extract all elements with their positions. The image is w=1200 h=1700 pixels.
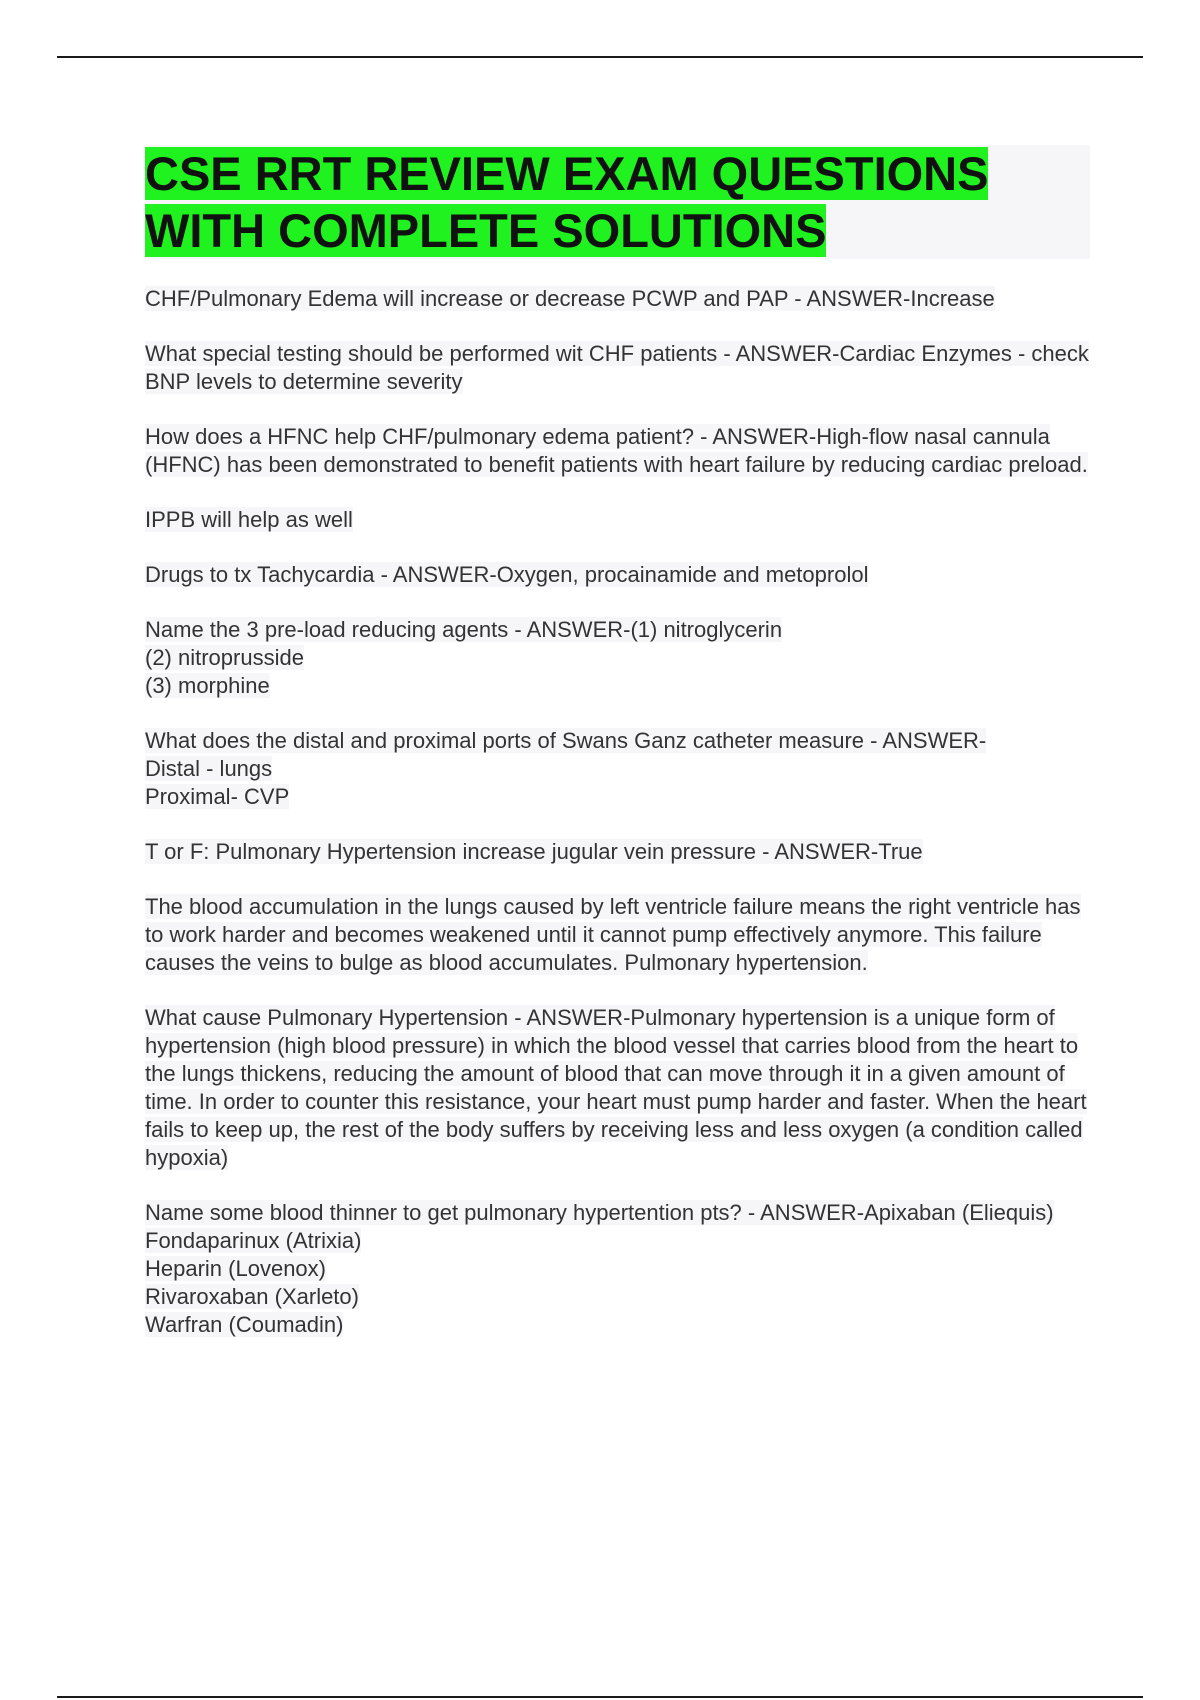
qa-text: Drugs to tx Tachycardia - ANSWER-Oxygen, procainamide and metoprolol [145, 562, 869, 587]
qa-paragraph [145, 561, 1090, 589]
qa-text: Name some blood thinner to get pulmonary hypertention pts? - ANSWER-Apixaban (Eliequis) Fondaparinux (Atrixia) Heparin (Lovenox) Rivaroxaban (Xarleto) Warfran (Coumadin) [145, 1200, 1054, 1337]
top-rule [57, 56, 1143, 58]
qa-paragraph [145, 1199, 1090, 1339]
qa-paragraph [145, 616, 1090, 700]
qa-paragraph [145, 340, 1090, 396]
qa-paragraph [145, 423, 1090, 479]
qa-paragraph [145, 727, 1090, 811]
qa-paragraph [145, 285, 1090, 313]
qa-paragraph [145, 838, 1090, 866]
qa-text: IPPB will help as well [145, 507, 353, 532]
qa-text: What special testing should be performed wit CHF patients - ANSWER-Cardiac Enzymes - check BNP levels to determine severity [145, 341, 1089, 394]
qa-text: T or F: Pulmonary Hypertension increase jugular vein pressure - ANSWER-True [145, 839, 923, 864]
title-line-2: WITH COMPLETE SOLUTIONS [145, 204, 827, 257]
qa-text: CHF/Pulmonary Edema will increase or decrease PCWP and PAP - ANSWER-Increase [145, 286, 995, 311]
title-block [145, 145, 1090, 259]
title-line-1: CSE RRT REVIEW EXAM QUESTIONS [145, 147, 989, 200]
qa-paragraph [145, 506, 1090, 534]
qa-text: What does the distal and proximal ports of Swans Ganz catheter measure - ANSWER- Distal - lungs Proximal- CVP [145, 728, 987, 809]
qa-paragraph [145, 893, 1090, 977]
qa-paragraph [145, 1004, 1090, 1172]
document-title [145, 145, 1090, 259]
document-body [145, 145, 1090, 1366]
bottom-rule [57, 1696, 1143, 1698]
qa-text: What cause Pulmonary Hypertension - ANSWER-Pulmonary hypertension is a unique form of hypertension (high blood pressure) in which the blood vessel that carries blood from the heart to the lungs thickens, reducing the amount of blood that can move through it in a given amount of time. In order to counter this resistance, your heart must pump harder and faster. When the heart fails to keep up, the rest of the body suffers by receiving less and less oxygen (a condition called hypoxia) [145, 1005, 1087, 1170]
qa-text: Name the 3 pre-load reducing agents - ANSWER-(1) nitroglycerin (2) nitroprusside (3) morphine [145, 617, 783, 698]
qa-text: How does a HFNC help CHF/pulmonary edema patient? - ANSWER-High-flow nasal cannula (HFNC) has been demonstrated to benefit patients with heart failure by reducing cardiac preload. [145, 424, 1088, 477]
qa-text: The blood accumulation in the lungs caused by left ventricle failure means the right ventricle has to work harder and becomes weakened until it cannot pump effectively anymore. This failure causes the veins to bulge as blood accumulates. Pulmonary hypertension. [145, 894, 1081, 975]
